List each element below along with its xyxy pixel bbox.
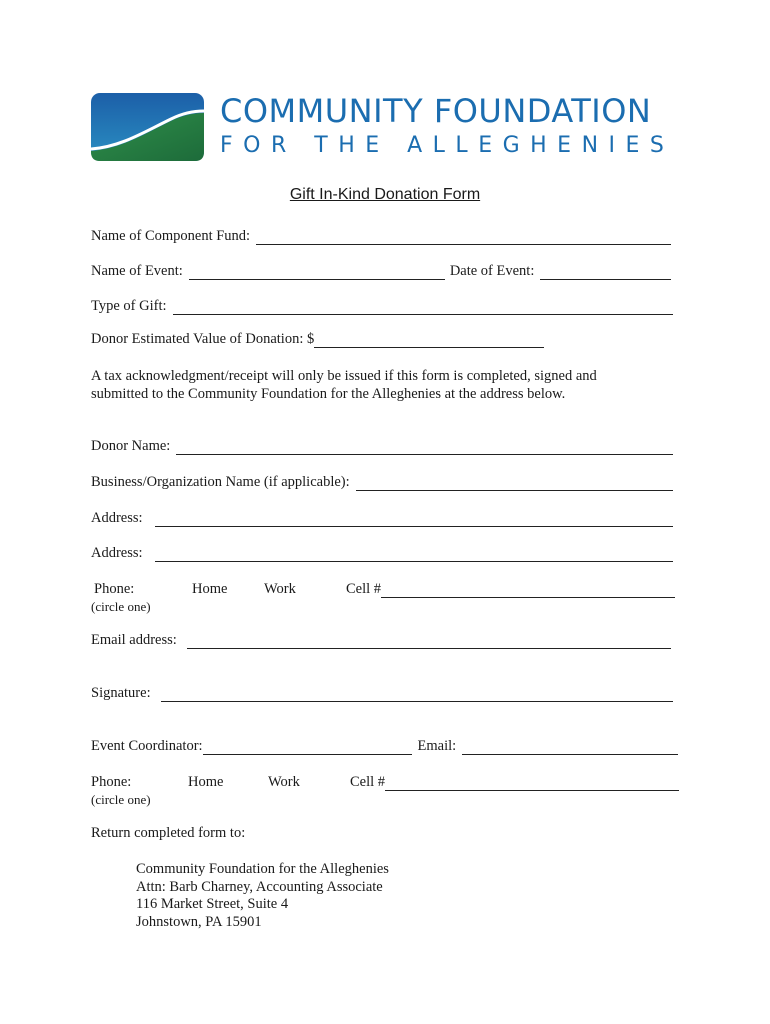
address1-row	[91, 510, 673, 527]
donor-cell-field[interactable]	[381, 584, 675, 598]
address2-row	[91, 545, 673, 562]
event-name-field[interactable]	[189, 266, 445, 280]
tax-notice-line2: submitted to the Community Foundation for the Alleghenies at the address below.	[91, 386, 566, 402]
component-fund-row	[91, 228, 671, 245]
email-label: Email address:	[91, 632, 177, 648]
donor-cell-label: Cell #	[346, 581, 382, 597]
event-row	[91, 263, 671, 280]
coordinator-label: Event Coordinator:	[91, 738, 203, 754]
coordinator-circle-one-note: (circle one)	[91, 792, 151, 807]
estimated-value-row	[91, 331, 544, 348]
coordinator-cell-label: Cell #	[350, 774, 386, 790]
logo-mark-icon	[91, 93, 204, 161]
donor-name-field[interactable]	[176, 441, 673, 455]
coordinator-field[interactable]	[203, 741, 412, 755]
estimated-value-label: Donor Estimated Value of Donation: $	[91, 331, 315, 347]
coordinator-email-field[interactable]	[462, 741, 678, 755]
signature-field[interactable]	[161, 688, 673, 702]
form-title: Gift In-Kind Donation Form	[289, 186, 481, 203]
coordinator-phone-home[interactable]: Home	[188, 774, 224, 790]
event-date-label: Date of Event:	[449, 263, 535, 279]
return-address-line3: 116 Market Street, Suite 4	[136, 896, 289, 912]
tax-notice-line1: A tax acknowledgment/receipt will only be issued if this form is completed, signed and	[91, 368, 597, 384]
coordinator-email-label: Email:	[417, 738, 457, 754]
donor-circle-one-note: (circle one)	[91, 599, 151, 614]
donor-phone-label: Phone:	[94, 581, 135, 597]
gift-type-field[interactable]	[173, 301, 674, 315]
return-address	[136, 861, 389, 931]
coordinator-phone-work[interactable]: Work	[268, 774, 300, 790]
component-fund-field[interactable]	[256, 231, 671, 245]
address2-field[interactable]	[155, 548, 673, 562]
email-field[interactable]	[187, 635, 671, 649]
donor-name-label: Donor Name:	[91, 438, 171, 454]
business-label: Business/Organization Name (if applicable):	[91, 474, 350, 490]
address2-label: Address:	[91, 545, 143, 561]
coordinator-phone-label: Phone:	[91, 774, 132, 790]
signature-row	[91, 685, 673, 702]
gift-type-label: Type of Gift:	[91, 298, 167, 314]
business-row	[91, 474, 673, 491]
event-date-field[interactable]	[540, 266, 671, 280]
return-address-line4: Johnstown, PA 15901	[136, 913, 262, 930]
component-fund-label: Name of Component Fund:	[91, 228, 251, 244]
address1-field[interactable]	[155, 513, 673, 527]
return-label: Return completed form to:	[91, 825, 246, 841]
logo-text-line2: FOR THE ALLEGHENIES	[220, 133, 675, 158]
logo-text-line1: COMMUNITY FOUNDATION	[220, 92, 652, 130]
tax-notice	[91, 367, 597, 403]
donor-phone-work[interactable]: Work	[264, 581, 296, 597]
return-address-line1: Community Foundation for the Alleghenies	[136, 861, 389, 877]
coordinator-cell-row	[350, 774, 679, 791]
coordinator-row	[91, 738, 678, 755]
gift-type-row	[91, 298, 673, 315]
return-address-line2: Attn: Barb Charney, Accounting Associate	[136, 878, 383, 895]
coordinator-cell-field[interactable]	[385, 777, 679, 791]
donor-cell-row	[346, 581, 675, 598]
business-field[interactable]	[356, 477, 673, 491]
donor-phone-home[interactable]: Home	[192, 581, 228, 597]
signature-label: Signature:	[91, 685, 151, 701]
address1-label: Address:	[91, 510, 143, 526]
email-row	[91, 632, 671, 649]
donor-name-row	[91, 438, 673, 455]
estimated-value-field[interactable]	[314, 334, 544, 348]
event-name-label: Name of Event:	[91, 263, 183, 279]
